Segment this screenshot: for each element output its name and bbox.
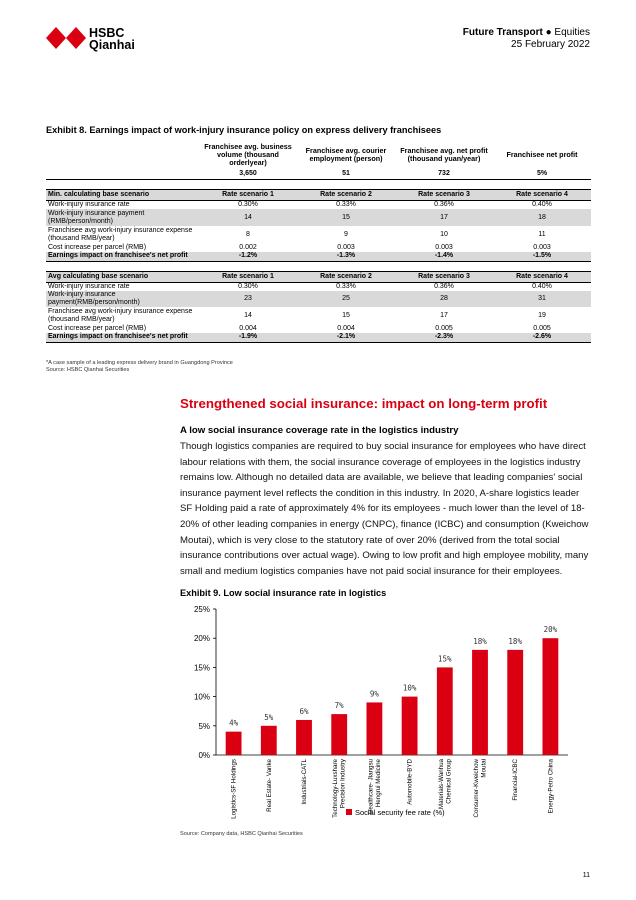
x-tick-label [547, 758, 554, 813]
data-label: 6% [299, 706, 309, 716]
cell: 0.33% [336, 282, 356, 290]
x-tick-label-line: Logistics-SF Holdings [230, 759, 238, 819]
data-label: 18% [473, 636, 487, 646]
y-tick-label: 10% [193, 692, 210, 702]
bar [542, 638, 558, 755]
col-header-2: Franchisee avg. courier employment (person) [305, 146, 387, 163]
legend-swatch [346, 809, 352, 815]
exhibit9-bar-chart [180, 600, 580, 828]
x-tick-label-line: Consumer-Kweichow [473, 759, 480, 818]
avg-section-label: Avg calculating base scenario [46, 271, 199, 282]
data-label: 9% [369, 689, 379, 699]
bar [261, 726, 277, 755]
row-label: Work-injury insurance rate [48, 200, 130, 208]
min-section-label: Min. calculating base scenario [46, 189, 199, 200]
exhibit9-source: Source: Company data, HSBC Qianhai Securities [180, 831, 303, 837]
table-row [46, 170, 591, 179]
page-number: 11 [582, 872, 590, 879]
report-type: Equities [554, 27, 590, 38]
cell: 8 [246, 230, 250, 238]
cell: 10 [440, 230, 448, 238]
cell: 0.36% [434, 200, 454, 208]
col-header-1: Franchisee avg. business volume (thousand orderlyear) [204, 142, 292, 167]
col-value-1: 3,650 [199, 170, 297, 179]
x-tick-label-line: Chemical Group [445, 759, 453, 804]
cell: 17 [440, 311, 448, 319]
bar [507, 650, 523, 755]
scenario-label: Rate scenario 4 [493, 189, 591, 200]
col-header-4: Franchisee net profit [506, 150, 578, 159]
x-tick-label-line: Moutai [480, 759, 488, 778]
cell: 11 [538, 230, 546, 238]
brand-line-2: Qianhai [89, 38, 135, 52]
cell: 0.003 [533, 243, 551, 251]
scenario-label: Rate scenario 3 [395, 271, 493, 282]
cell: -2.1% [297, 333, 395, 342]
section-header-row [46, 189, 591, 200]
cell: 0.33% [336, 200, 356, 208]
bar [226, 732, 242, 755]
data-label: 4% [229, 718, 239, 728]
row-label: Franchisee avg work-injury insurance expense (thousand RMB/year) [48, 226, 193, 242]
x-tick-label-line: Energy-Petro China [547, 759, 555, 814]
hsbc-logo [46, 27, 138, 55]
table-row [46, 200, 591, 209]
cell: -2.6% [493, 333, 591, 342]
bar [366, 702, 382, 755]
x-tick-label [438, 758, 453, 809]
exhibit8-source: Source: HSBC Qianhai Securities [46, 367, 130, 373]
cell: -1.3% [297, 252, 395, 261]
cell: 0.003 [435, 243, 453, 251]
hsbc-hexagon-icon [46, 27, 86, 49]
cell: -1.9% [199, 333, 297, 342]
brand-line-1: HSBC [89, 26, 125, 40]
cell: -1.5% [493, 252, 591, 261]
x-tick-label-line: Real Estate- Vanke [265, 759, 273, 812]
cell: 0.004 [337, 324, 355, 332]
bar [331, 714, 347, 755]
cell: 0.40% [532, 200, 552, 208]
row-label: Cost increase per parcel (RMB) [48, 243, 147, 251]
data-label: 5% [264, 712, 274, 722]
x-tick-label-line: Financial-ICBC [512, 759, 520, 801]
cell: 0.40% [532, 282, 552, 290]
row-label: Earnings impact on franchisee's net profit [46, 252, 199, 261]
cell: 15 [297, 209, 395, 226]
exhibit8-table [46, 140, 591, 343]
cell: -1.2% [199, 252, 297, 261]
cell: 0.004 [239, 324, 257, 332]
table-row [46, 209, 591, 226]
y-tick-label: 0% [198, 751, 210, 760]
col-value-3: 732 [395, 170, 493, 179]
x-tick-label-line: Automobile-BYD [406, 759, 414, 805]
scenario-label: Rate scenario 2 [297, 189, 395, 200]
legend-label: Social security fee rate (%) [355, 808, 445, 817]
x-tick-label-line: Precision Industry [339, 759, 347, 809]
report-header [463, 27, 590, 51]
y-tick-label: 20% [193, 634, 210, 644]
x-tick-label [266, 758, 273, 811]
bar [402, 697, 418, 755]
x-tick-label [301, 758, 308, 804]
cell: 17 [395, 209, 493, 226]
scenario-label: Rate scenario 3 [395, 189, 493, 200]
row-label: Work-injury insurance payment (RMB/person/month) [46, 209, 199, 226]
scenario-label: Rate scenario 2 [297, 271, 395, 282]
cell: 0.36% [434, 282, 454, 290]
cell: 25 [297, 291, 395, 307]
table-row [46, 291, 591, 307]
report-date: 25 February 2022 [511, 39, 590, 50]
bar [437, 667, 453, 755]
section-title: Strengthened social insurance: impact on long-term profit [180, 396, 548, 411]
row-label: Cost increase per parcel (RMB) [48, 324, 147, 332]
cell: 14 [199, 209, 297, 226]
cell: 0.005 [435, 324, 453, 332]
cell: 0.005 [533, 324, 551, 332]
x-tick-label [512, 758, 519, 800]
table-total-row [46, 333, 591, 342]
y-tick-label: 25% [193, 605, 210, 614]
section-subtitle: A low social insurance coverage rate in the logistics industry [180, 425, 459, 436]
cell: 15 [342, 311, 350, 319]
exhibit8-title: Exhibit 8. Earnings impact of work-injury insurance policy on express delivery franchisees [46, 125, 442, 135]
cell: -2.3% [395, 333, 493, 342]
col-header-3: Franchisee avg. net profit (thousand yuan/year) [400, 146, 488, 163]
cell: 14 [244, 311, 252, 319]
row-label: Earnings impact on franchisee's net profit [46, 333, 199, 342]
exhibit8-note: *A case sample of a leading express delivery brand in Guangdong Province [46, 360, 233, 366]
bullet-icon: ● [545, 27, 552, 38]
bar [296, 720, 312, 755]
col-value-2: 51 [297, 170, 395, 179]
cell: 0.003 [337, 243, 355, 251]
x-tick-label-line: Industrials-CATL [301, 759, 308, 805]
table-row [46, 307, 591, 324]
x-tick-label-line: Hengrui Medicine [374, 759, 382, 808]
table-row [46, 226, 591, 243]
row-label: Work-injury insurance payment(RMB/person/month) [46, 291, 199, 307]
data-label: 15% [438, 654, 452, 664]
data-label: 7% [334, 701, 344, 711]
cell: 0.30% [238, 282, 258, 290]
data-label: 10% [402, 683, 417, 693]
cell: 23 [199, 291, 297, 307]
body-paragraph: Though logistics companies are required to buy social insurance for employees who have direct labour relations with them, the social insurance coverage of employees in the logistics industry remains low. Although no detailed data are available, we believe that leading companies' social insurance payment level reflects the condition in this industry. In 2020, A-share logistics leader SF Holding paid a rate of approximately 4% for its employees - much lower than the level of 18-20% of other leading companies in energy (CNPC), finance (ICBC) and consumption (Kweichow Moutai), which is very close to the statutory rate of over 20% (derived from the total social insurance contributions over actual wage). Owing to low profit and high employee mobility, many small and medium logistics companies have not paid social insurance for their employees. [180, 441, 589, 577]
scenario-label: Rate scenario 1 [199, 271, 297, 282]
cell: 9 [344, 230, 348, 238]
cell: 18 [493, 209, 591, 226]
x-tick-label [367, 758, 382, 814]
table-total-row [46, 252, 591, 261]
section-header-row [46, 271, 591, 282]
x-tick-label [332, 758, 347, 818]
bar [472, 650, 488, 755]
cell: 0.002 [239, 243, 257, 251]
y-tick-label: 15% [193, 663, 210, 673]
scenario-label: Rate scenario 4 [493, 271, 591, 282]
data-label: 20% [543, 625, 558, 635]
cell: 0.30% [238, 200, 258, 208]
scenario-label: Rate scenario 1 [199, 189, 297, 200]
cell: 31 [493, 291, 591, 307]
table-row [46, 324, 591, 333]
row-label: Franchisee avg work-injury insurance expense (thousand RMB/year) [48, 307, 193, 323]
brand-name [89, 27, 135, 51]
y-tick-label: 5% [198, 721, 210, 731]
col-value-4: 5% [493, 170, 591, 179]
cell: 19 [538, 311, 546, 319]
cell: -1.4% [395, 252, 493, 261]
report-series: Future Transport [462, 27, 543, 38]
data-label: 18% [508, 636, 522, 646]
x-tick-label-line: Technology-Luxshare [332, 759, 340, 818]
x-tick-label [231, 759, 238, 819]
cell: 28 [395, 291, 493, 307]
x-tick-label-line: Healthcare- Jiangsu [367, 759, 375, 815]
x-tick-label [473, 758, 488, 817]
table-header-row [46, 140, 591, 170]
x-tick-label-line: Materials-Wanhua [437, 759, 445, 809]
table-row [46, 243, 591, 252]
row-label: Work-injury insurance rate [48, 282, 130, 290]
x-tick-label [407, 758, 414, 804]
table-row [46, 282, 591, 291]
exhibit9-title: Exhibit 9. Low social insurance rate in logistics [180, 588, 387, 598]
